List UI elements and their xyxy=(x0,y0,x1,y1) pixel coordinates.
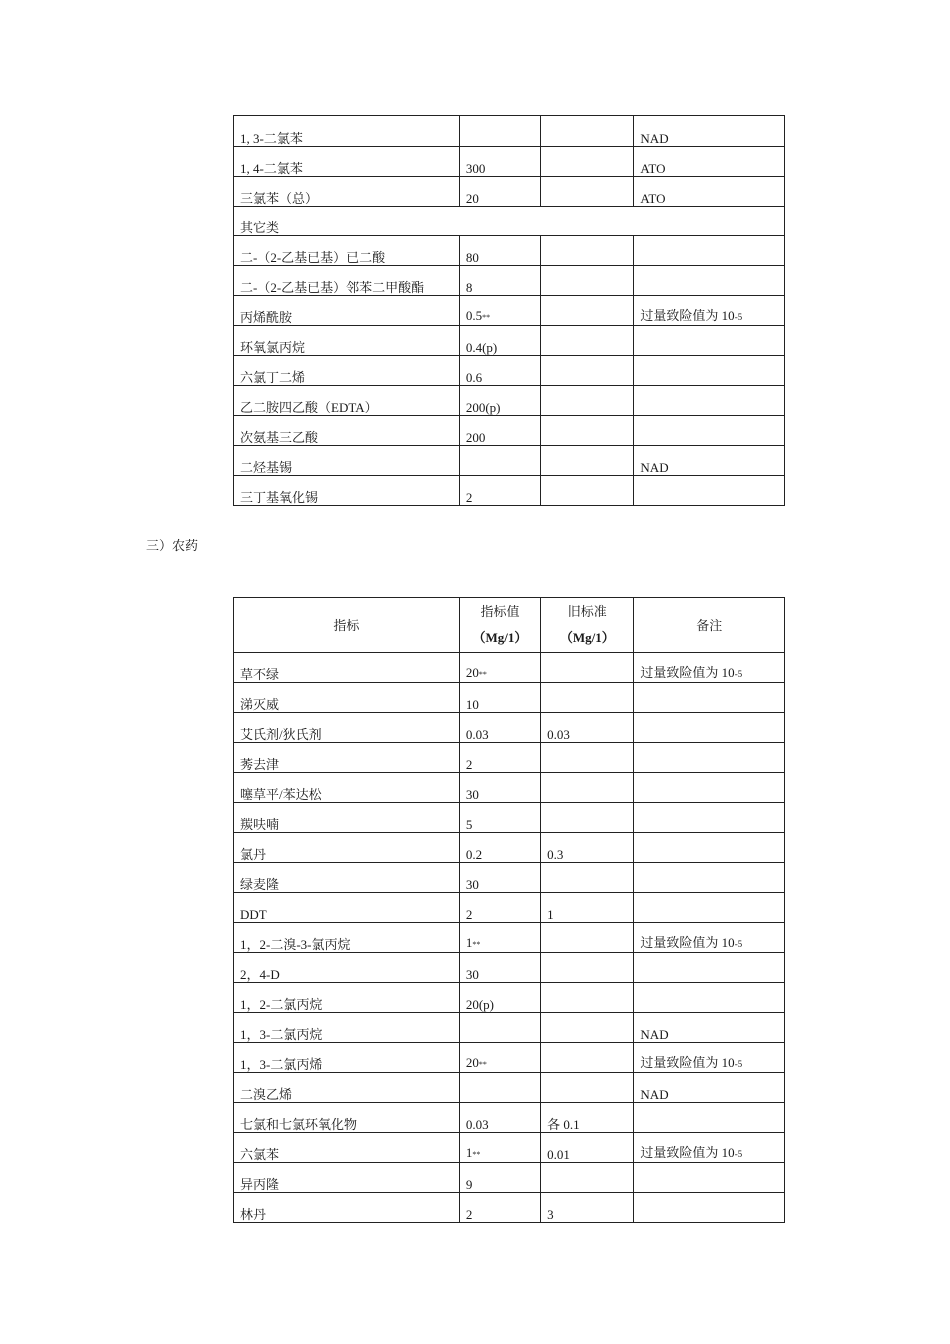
indicator-name: 二-（2-乙基已基）已二酸 xyxy=(240,250,386,265)
value-cell xyxy=(459,326,540,356)
old-standard-cell xyxy=(541,923,634,953)
indicator-cell xyxy=(234,1073,460,1103)
remarks-cell xyxy=(634,773,785,803)
indicator-name: 莠去津 xyxy=(240,757,280,772)
value-cell xyxy=(459,1073,540,1103)
remarks-cell xyxy=(634,1133,785,1163)
indicator-value: 0.5 xyxy=(465,308,483,323)
table-row xyxy=(234,116,785,147)
remark-text: NAD xyxy=(640,1087,669,1102)
indicator-value: 200(p) xyxy=(465,400,501,415)
pesticide-table xyxy=(233,597,785,1223)
indicator-value: 0.03 xyxy=(465,727,489,742)
top-table xyxy=(233,115,785,506)
remarks-cell xyxy=(634,743,785,773)
indicator-value: 2 xyxy=(465,490,473,505)
table-row xyxy=(234,446,785,476)
old-standard-cell xyxy=(541,356,634,386)
old-standard-cell xyxy=(541,803,634,833)
indicator-value: 30 xyxy=(465,787,479,802)
remarks-cell xyxy=(634,683,785,713)
indicator-name: 涕灭威 xyxy=(240,697,280,712)
table-row xyxy=(234,356,785,386)
indicator-cell xyxy=(234,653,460,683)
indicator-name: 二溴乙烯 xyxy=(240,1087,293,1102)
old-standard-cell xyxy=(541,1103,634,1133)
old-standard-cell xyxy=(541,1073,634,1103)
indicator-cell xyxy=(234,743,460,773)
old-standard-cell xyxy=(541,266,634,296)
table-row xyxy=(234,207,785,236)
category-cell xyxy=(234,207,785,236)
table-row xyxy=(234,863,785,893)
value-mark: ** xyxy=(472,1150,481,1159)
remark-text: NAD xyxy=(640,460,669,475)
indicator-name: 二-（2-乙基已基）邻苯二甲酸酯 xyxy=(240,280,425,295)
indicator-name: 二烃基锡 xyxy=(240,460,293,475)
value-cell xyxy=(459,416,540,446)
table-row xyxy=(234,1103,785,1133)
value-cell xyxy=(459,177,540,207)
indicator-cell xyxy=(234,476,460,506)
value-cell xyxy=(459,1043,540,1073)
remark-exponent: -5 xyxy=(734,669,743,679)
indicator-value: 2 xyxy=(465,1207,473,1222)
remarks-cell xyxy=(634,803,785,833)
indicator-cell xyxy=(234,116,460,147)
indicator-name: 1，2-二氯丙烷 xyxy=(240,997,323,1012)
remarks-cell xyxy=(634,177,785,207)
value-cell xyxy=(459,296,540,326)
remarks-cell xyxy=(634,386,785,416)
remarks-cell xyxy=(634,653,785,683)
remark-text: 过量致险值为 10 xyxy=(640,1145,735,1160)
value-cell xyxy=(459,923,540,953)
old-standard-cell xyxy=(541,476,634,506)
old-standard-cell xyxy=(541,1043,634,1073)
indicator-cell xyxy=(234,177,460,207)
indicator-name: 2，4-D xyxy=(240,967,280,982)
value-cell xyxy=(459,953,540,983)
indicator-cell xyxy=(234,1013,460,1043)
table-row xyxy=(234,743,785,773)
indicator-value: 2 xyxy=(465,757,473,772)
remark-text: 过量致险值为 10 xyxy=(640,665,735,680)
remarks-cell xyxy=(634,266,785,296)
value-cell xyxy=(459,1163,540,1193)
old-standard-cell xyxy=(541,833,634,863)
table-row xyxy=(234,147,785,177)
table-row xyxy=(234,296,785,326)
old-standard-cell xyxy=(541,147,634,177)
pesticide-table-body xyxy=(234,653,785,1223)
value-cell xyxy=(459,1013,540,1043)
value-cell xyxy=(459,653,540,683)
indicator-cell xyxy=(234,893,460,923)
remark-exponent: -5 xyxy=(734,312,743,322)
indicator-name: 六氯苯 xyxy=(240,1147,280,1162)
indicator-value: 0.6 xyxy=(465,370,483,385)
remark-text: NAD xyxy=(640,1027,669,1042)
value-cell xyxy=(459,983,540,1013)
remarks-cell xyxy=(634,923,785,953)
old-standard-cell xyxy=(541,386,634,416)
value-cell xyxy=(459,476,540,506)
indicator-cell xyxy=(234,1103,460,1133)
table-row xyxy=(234,953,785,983)
indicator-name: 异丙隆 xyxy=(240,1177,280,1192)
value-mark: ** xyxy=(478,670,487,679)
indicator-name: 草不绿 xyxy=(240,667,280,682)
remarks-cell xyxy=(634,713,785,743)
old-standard-value: 0.01 xyxy=(547,1147,570,1162)
remark-text: 过量致险值为 10 xyxy=(640,935,735,950)
indicator-value: 0.2 xyxy=(465,847,483,862)
old-standard-cell xyxy=(541,1193,634,1223)
old-standard-cell xyxy=(541,743,634,773)
indicator-cell xyxy=(234,773,460,803)
indicator-cell xyxy=(234,386,460,416)
indicator-cell xyxy=(234,1133,460,1163)
old-standard-cell xyxy=(541,116,634,147)
value-cell xyxy=(459,863,540,893)
value-cell xyxy=(459,446,540,476)
old-standard-value: 0.3 xyxy=(547,847,564,862)
indicator-value: 1 xyxy=(465,935,473,950)
old-standard-cell xyxy=(541,1163,634,1193)
indicator-cell xyxy=(234,296,460,326)
indicator-value: 20(p) xyxy=(465,997,494,1012)
old-standard-cell xyxy=(541,177,634,207)
indicator-name: 林丹 xyxy=(240,1207,267,1222)
indicator-name: 六氯丁二烯 xyxy=(240,370,306,385)
value-cell xyxy=(459,833,540,863)
indicator-name: 环氧氯丙烷 xyxy=(240,340,306,355)
remarks-cell xyxy=(634,356,785,386)
table-row xyxy=(234,773,785,803)
indicator-cell xyxy=(234,326,460,356)
old-standard-cell xyxy=(541,863,634,893)
indicator-name: DDT xyxy=(240,907,267,922)
remarks-cell xyxy=(634,416,785,446)
remarks-cell xyxy=(634,236,785,266)
indicator-name: 1, 4-二氯苯 xyxy=(240,161,303,176)
indicator-cell xyxy=(234,953,460,983)
header-value: 指标值 （Mg/1） xyxy=(459,598,540,653)
header-remarks: 备注 xyxy=(634,598,785,653)
table-row xyxy=(234,236,785,266)
old-standard-cell xyxy=(541,713,634,743)
value-cell xyxy=(459,743,540,773)
remarks-cell xyxy=(634,476,785,506)
indicator-value: 0.4(p) xyxy=(465,340,498,355)
table-row xyxy=(234,803,785,833)
value-cell xyxy=(459,116,540,147)
old-standard-cell xyxy=(541,893,634,923)
indicator-value: 80 xyxy=(465,250,479,265)
indicator-value: 5 xyxy=(465,817,473,832)
value-mark: ** xyxy=(478,1060,487,1069)
indicator-value: 20 xyxy=(465,191,479,206)
value-cell xyxy=(459,713,540,743)
indicator-value: 9 xyxy=(465,1177,473,1192)
remarks-cell xyxy=(634,147,785,177)
indicator-value: 20 xyxy=(465,1055,479,1070)
old-standard-cell xyxy=(541,653,634,683)
remarks-cell xyxy=(634,893,785,923)
table-row xyxy=(234,893,785,923)
value-cell xyxy=(459,1193,540,1223)
indicator-name: 绿麦隆 xyxy=(240,877,280,892)
value-cell xyxy=(459,1133,540,1163)
indicator-value: 30 xyxy=(465,877,479,892)
indicator-value: 300 xyxy=(465,161,486,176)
indicator-cell xyxy=(234,683,460,713)
remarks-cell xyxy=(634,1163,785,1193)
old-standard-value: 3 xyxy=(547,1207,554,1222)
indicator-name: 乙二胺四乙酸（EDTA） xyxy=(240,400,378,415)
indicator-name: 艾氏剂/狄氏剂 xyxy=(240,727,322,742)
remark-exponent: -5 xyxy=(734,939,743,949)
value-cell xyxy=(459,893,540,923)
table-row xyxy=(234,683,785,713)
indicator-name: 噻草平/苯达松 xyxy=(240,787,322,802)
indicator-value: 10 xyxy=(465,697,479,712)
remarks-cell xyxy=(634,1013,785,1043)
indicator-value: 1 xyxy=(465,1145,473,1160)
table-row xyxy=(234,983,785,1013)
old-standard-value: 0.03 xyxy=(547,727,570,742)
table-row xyxy=(234,1043,785,1073)
indicator-cell xyxy=(234,1193,460,1223)
old-standard-value: 1 xyxy=(547,907,554,922)
indicator-name: 1，3-二氯丙烯 xyxy=(240,1057,323,1072)
remark-text: ATO xyxy=(640,161,666,176)
indicator-cell xyxy=(234,1163,460,1193)
indicator-cell xyxy=(234,983,460,1013)
value-cell xyxy=(459,683,540,713)
value-cell xyxy=(459,147,540,177)
old-standard-cell xyxy=(541,326,634,356)
indicator-cell xyxy=(234,803,460,833)
indicator-name: 羰呋喃 xyxy=(240,817,280,832)
remarks-cell xyxy=(634,116,785,147)
remarks-cell xyxy=(634,1193,785,1223)
table-row xyxy=(234,833,785,863)
indicator-name: 丙烯酰胺 xyxy=(240,310,293,325)
indicator-cell xyxy=(234,863,460,893)
indicator-cell xyxy=(234,236,460,266)
value-cell xyxy=(459,266,540,296)
indicator-cell xyxy=(234,713,460,743)
remarks-cell xyxy=(634,1103,785,1133)
old-standard-cell xyxy=(541,953,634,983)
table-row xyxy=(234,1193,785,1223)
indicator-name: 1, 3-二氯苯 xyxy=(240,131,303,146)
value-mark: ** xyxy=(472,940,481,949)
remarks-cell xyxy=(634,1043,785,1073)
indicator-cell xyxy=(234,833,460,863)
indicator-name: 三氯苯（总） xyxy=(240,191,319,206)
indicator-value: 2 xyxy=(465,907,473,922)
table-row xyxy=(234,1013,785,1043)
value-cell xyxy=(459,773,540,803)
old-standard-cell xyxy=(541,1133,634,1163)
indicator-cell xyxy=(234,923,460,953)
table-row xyxy=(234,386,785,416)
remarks-cell xyxy=(634,446,785,476)
indicator-cell xyxy=(234,416,460,446)
value-mark: ** xyxy=(482,313,491,322)
header-old-standard: 旧标准 （Mg/1） xyxy=(541,598,634,653)
old-standard-cell xyxy=(541,416,634,446)
indicator-value: 30 xyxy=(465,967,479,982)
old-standard-cell xyxy=(541,446,634,476)
indicator-name: 七氯和七氯环氧化物 xyxy=(240,1117,358,1132)
remarks-cell xyxy=(634,296,785,326)
indicator-cell xyxy=(234,147,460,177)
value-cell xyxy=(459,356,540,386)
table-row xyxy=(234,476,785,506)
old-standard-cell xyxy=(541,773,634,803)
remark-text: 过量致险值为 10 xyxy=(640,1055,735,1070)
indicator-value: 200 xyxy=(465,430,486,445)
old-standard-cell xyxy=(541,1013,634,1043)
table-row xyxy=(234,1163,785,1193)
top-table-body xyxy=(234,116,785,506)
table-row xyxy=(234,1073,785,1103)
old-standard-cell xyxy=(541,236,634,266)
indicator-name: 1，3-二氯丙烷 xyxy=(240,1027,323,1042)
indicator-cell xyxy=(234,446,460,476)
remark-exponent: -5 xyxy=(734,1059,743,1069)
category-label: 其它类 xyxy=(240,220,280,235)
section-heading: 三）农药 xyxy=(146,538,199,553)
table-row xyxy=(234,923,785,953)
remarks-cell xyxy=(634,833,785,863)
remark-text: ATO xyxy=(640,191,666,206)
old-standard-cell xyxy=(541,983,634,1013)
indicator-name: 氯丹 xyxy=(240,847,267,862)
table-row xyxy=(234,1133,785,1163)
indicator-cell xyxy=(234,356,460,386)
old-standard-cell xyxy=(541,296,634,326)
value-cell xyxy=(459,236,540,266)
table-row xyxy=(234,177,785,207)
indicator-value: 0.03 xyxy=(465,1117,489,1132)
remarks-cell xyxy=(634,953,785,983)
value-cell xyxy=(459,803,540,833)
remark-exponent: -5 xyxy=(734,1149,743,1159)
indicator-value: 8 xyxy=(465,280,473,295)
indicator-name: 次氨基三乙酸 xyxy=(240,430,319,445)
value-cell xyxy=(459,386,540,416)
remarks-cell xyxy=(634,983,785,1013)
table-row xyxy=(234,713,785,743)
indicator-cell xyxy=(234,1043,460,1073)
value-cell xyxy=(459,1103,540,1133)
indicator-cell xyxy=(234,266,460,296)
remarks-cell xyxy=(634,863,785,893)
table-row xyxy=(234,416,785,446)
indicator-name: 三丁基氧化锡 xyxy=(240,490,319,505)
table-row xyxy=(234,653,785,683)
old-standard-value: 各 0.1 xyxy=(547,1117,580,1132)
remarks-cell xyxy=(634,1073,785,1103)
old-standard-cell xyxy=(541,683,634,713)
remarks-cell xyxy=(634,326,785,356)
header-indicator: 指标 xyxy=(234,598,460,653)
table-row xyxy=(234,266,785,296)
remark-text: 过量致险值为 10 xyxy=(640,308,735,323)
indicator-value: 20 xyxy=(465,665,479,680)
remark-text: NAD xyxy=(640,131,669,146)
table-row xyxy=(234,326,785,356)
pesticide-table-header xyxy=(234,598,785,653)
indicator-name: 1，2-二溴-3-氯丙烷 xyxy=(240,937,351,952)
